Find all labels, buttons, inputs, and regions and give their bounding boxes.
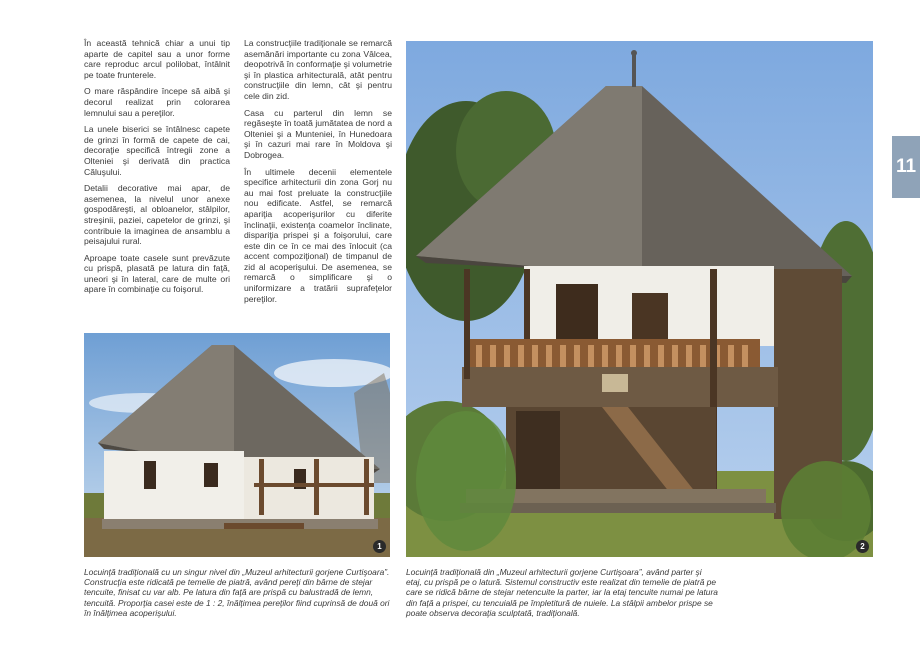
figure-number-badge: 1	[373, 540, 386, 553]
paragraph: La unele biserici se întâlnesc capete de grinzi în formă de capete de cai, decoraţie specifică întregii zone a Olteniei şi derivată din practica Căluşului.	[84, 124, 230, 177]
paragraph: În ultimele decenii elementele specifice arhitecturii din zona Gorj nu au mai fost preluate la construcţiile nou edificate. Astfel, se remarcă apariţia acoperişurilor cu diferite înclinaţii, existenţa coamelor înclinate, dispariţia prispei şi a foişorului, care este din ce în ce mai des înlocuit (ca accent compoziţional) de timpanul de zid al acoperişului. De asemenea, se remarcă o simplificare şi o uniformizare a tratării suprafeţelor pereţilor.	[244, 166, 392, 304]
paragraph: Detalii decorative mai apar, de asemenea, la nivelul unor anexe gospodăreşti, al obloanelor, stâlpilor, streşinii, paziei, capetelor de grinzi, şi contribuie la imaginea de ansamblu a peisajului rural.	[84, 183, 230, 247]
figure-caption: Locuinţă tradiţională din „Muzeul arhitecturii gorjene Curtişoara”, având parter şi etaj, cu prispă pe o latură. Sistemul constructiv este realizat din temelie de piatră pe care se ridică bârne de stejar netencuite la parter, iar la etaj tencuite numai pe latura din faţă a prispei, cu tencuială pe împletitură de nuiele. La stâlpii ambelor prispe se poate observa decoraţia sculptată, tradiţională.	[406, 567, 718, 618]
figure-number-badge: 2	[856, 540, 869, 553]
photo-two-level-house	[406, 41, 873, 557]
text-column-right	[244, 38, 392, 310]
text-column-left	[84, 38, 230, 301]
page-number-tab: 11	[892, 136, 920, 198]
paragraph: Aproape toate casele sunt prevăzute cu prispă, plasată pe latura din faţă, uneori şi în lateral, care de multe ori apare în combinaţie cu foişorul.	[84, 252, 230, 295]
paragraph: Casa cu parterul din lemn se regăseşte în toată jumătatea de nord a Olteniei şi a Munteniei, în Hunedoara şi în cazuri mai rare în Moldova şi Dobrogea.	[244, 107, 392, 160]
photo-single-level-house	[84, 333, 390, 557]
paragraph: În această tehnică chiar a unui tip aparte de capitel sau a unor forme care reproduc arcul polilobat, întâlnit pe toate frunterele.	[84, 38, 230, 80]
paragraph: O mare răspândire începe să aibă şi decorul realizat prin colorarea lemnului sau a pereţilor.	[84, 86, 230, 118]
figure-caption: Locuinţă tradiţională cu un singur nivel din „Muzeul arhitecturii gorjene Curtişoara”. Construcţia este ridicată pe temelie de piatră, având pereţi din bârne de stejar tencuite, finisat cu var alb. Pe latura din faţă are prispă cu balustradă de lemn, tencuită. Proporţia casei este de 1 : 2, înălţimea pereţilor fiind cuprinsă de două ori în înălţimea acoperişului.	[84, 567, 390, 618]
paragraph: La construcţiile tradiţionale se remarcă asemănări importante cu zona Vâlcea, deopotrivă în conformaţie şi volumetrie şi în plastica arhitecturală, atât pentru construcţiile din lemn, cât şi pentru cele din zid.	[244, 38, 392, 101]
